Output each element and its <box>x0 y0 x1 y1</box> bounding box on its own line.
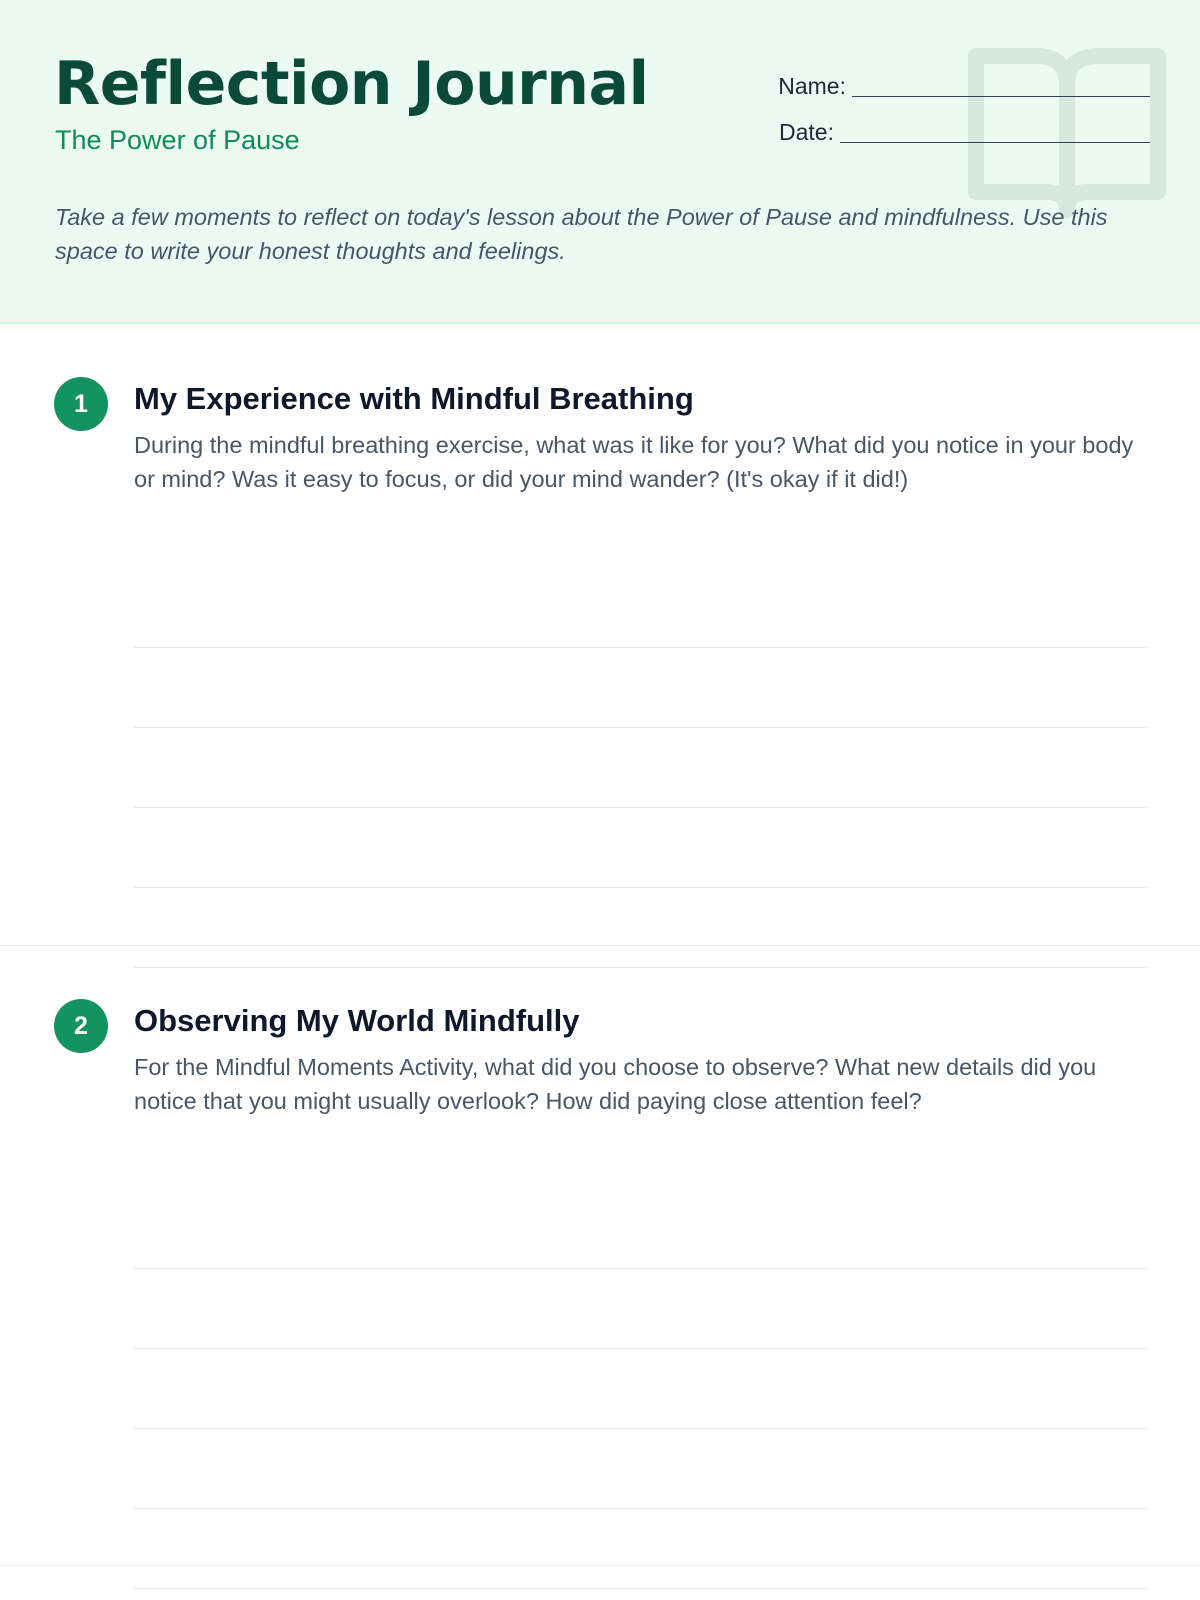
section-prompt: During the mindful breathing exercise, what was it like for you? What did you notice in your body or mind? Was it easy to focus, or did your mind wander? (It's okay if it did!) <box>134 432 1134 492</box>
writing-line[interactable] <box>134 808 1147 888</box>
name-label: Name: <box>778 73 846 99</box>
writing-line[interactable] <box>134 728 1147 808</box>
reflection-section-2 <box>0 946 1200 1566</box>
section-prompt: For the Mindful Moments Activity, what did you choose to observe? What new details did you notice that you might usually overlook? How did paying close attention feel? <box>134 1054 1097 1114</box>
writing-line[interactable] <box>134 648 1147 728</box>
section-title: My Experience with Mindful Breathing <box>134 381 694 416</box>
writing-line[interactable] <box>134 1429 1147 1509</box>
name-blank[interactable] <box>852 75 1150 97</box>
page-title: Reflection Journal <box>54 49 649 119</box>
writing-line[interactable] <box>134 1349 1147 1429</box>
writing-area[interactable] <box>134 567 1147 968</box>
page-subtitle: The Power of Pause <box>55 125 300 155</box>
writing-line[interactable] <box>134 1269 1147 1349</box>
date-blank[interactable] <box>840 121 1150 143</box>
journal-header <box>0 0 1200 324</box>
date-field[interactable] <box>760 100 1150 146</box>
writing-line[interactable] <box>134 1189 1147 1269</box>
name-field[interactable] <box>760 54 1150 100</box>
section-number-badge: 1 <box>54 377 108 431</box>
writing-area[interactable] <box>134 1188 1147 1589</box>
section-title: Observing My World Mindfully <box>134 1003 580 1038</box>
writing-line[interactable] <box>134 568 1147 648</box>
reflection-section-1 <box>0 324 1200 946</box>
section-number-badge: 2 <box>54 999 108 1053</box>
date-label: Date: <box>779 119 834 145</box>
writing-line[interactable] <box>134 1509 1147 1589</box>
intro-text: Take a few moments to reflect on today's lesson about the Power of Pause and mindfulness. Use this space to write your honest thoughts and feelings. <box>55 204 1108 264</box>
student-fields <box>760 54 1150 146</box>
